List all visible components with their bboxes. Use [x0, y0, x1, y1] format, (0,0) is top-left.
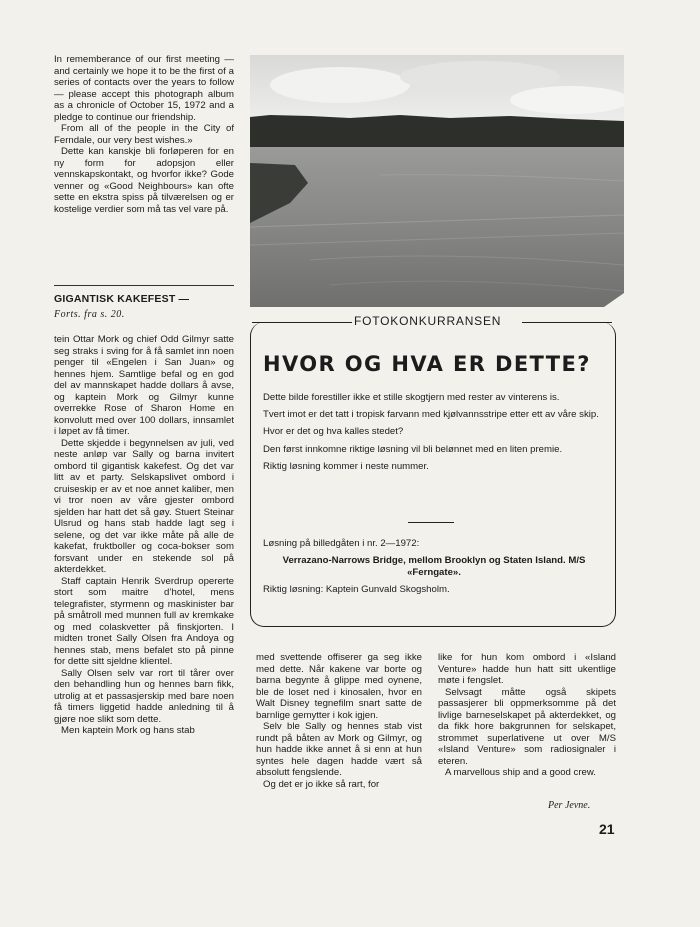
paragraph: Selvsagt måtte også skipets passasjerer bli oppmerksomme på det livlige barneselskapet på akterdekket, og da fikk hore bakgrunnen for selskapet, strommet superlativene ut over M/S «Island Venture» som radiosignaler i eteren.: [438, 686, 616, 767]
article-column-3: [438, 652, 616, 779]
short-divider: [408, 522, 454, 523]
paragraph: A marvellous ship and a good crew.: [445, 767, 596, 778]
paragraph: Riktig løsning kommer i neste nummer.: [263, 460, 429, 472]
article-heading: GIGANTISK KAKEFEST —: [54, 293, 190, 305]
paragraph: In rememberance of our first meeting — and certainly we hope it to be the first of a series of contacts over the years to follow — please accept this photograph album as a chronicle of October 15, 1972 and a pledge to continue our friendship.: [54, 54, 234, 123]
contest-question: HVOR OG HVA ER DETTE?: [263, 352, 591, 376]
paragraph: like for hun kom ombord i «Island Venture» hadde hun hatt sitt ukentlige møte i fengslet.: [438, 652, 616, 686]
author-byline: Per Jevne.: [548, 800, 591, 811]
solution-answer: Verrazano-Narrows Bridge, mellom Brooklyn og Staten Island. M/S «Ferngate».: [282, 555, 586, 578]
paragraph: tein Ottar Mork og chief Odd Gilmyr satte seg straks i sving for å få samlet inn noen penger til «Engelen i San Juan» og hennes hjem. Samtlige befal og en god del av mannskapet hadde dollars å avse, og kaptein Mork og Gilmyr kunne overrekke Rose of Sharon Home en konvolutt med over 100 dollars, innsamlet i løpet av få timer.: [54, 334, 234, 437]
page-number: 21: [599, 821, 615, 837]
paragraph: From all of the people in the City of Ferndale, our very best wishes.»: [54, 123, 234, 146]
intro-column: [54, 54, 234, 215]
paragraph: med svettende offiserer ga seg ikke med dette. Når kakene var borte og barna begynte å glippe med oynene, ble de loset ned i kinosalen, hvor en Walt Disney tegnefilm snart satte de barnlige gemytter i kok igjen.: [256, 652, 422, 721]
paragraph: Selv ble Sally og hennes stab vist rundt på båten av Mork og Gilmyr, og hun hadde ikke annet å si enn at hun syntes hele dagen hadde vært så absolutt fengslende.: [256, 721, 422, 778]
previous-solution: [263, 538, 605, 601]
solution-intro: Løsning på billedgåten i nr. 2—1972:: [263, 538, 420, 549]
paragraph: Tvert imot er det tatt i tropisk farvann med kjølvannsstripe etter ett av våre skip.: [263, 409, 599, 421]
paragraph: Dette skjedde i begynnelsen av juli, ved neste anløp var Sally og barna invitert ombord til gigantisk kakefest. Og det var litt av et party. Selskapslivet ombord i cruiseskip er av et noe annet kaliber, men vi tror noen av våre gjester ombord sjelden har hatt det så gøy. Stuert Steinar Ulsrud og hans stab hadde lagt seg i selene, og det var ikke måte på alle de kakefat, fruktboller og coca-bokser som forsvant under en stekende sol på akterdekket.: [54, 437, 234, 575]
paragraph: Hvor er det og hva kalles stedet?: [263, 426, 404, 438]
article-column-1: [54, 334, 234, 737]
contest-photo: [250, 55, 624, 307]
water-landscape-image: [250, 55, 624, 307]
paragraph: Den først innkomne riktige løsning vil bli belønnet med en liten premie.: [263, 443, 563, 455]
paragraph: Dette bilde forestiller ikke et stille skogtjern med rester av vinterens is.: [263, 392, 560, 403]
continuation-note: Forts. fra s. 20.: [54, 309, 125, 320]
contest-text: [263, 392, 605, 478]
article-column-2: [256, 652, 422, 790]
paragraph: Dette kan kanskje bli forløperen for en ny form for adopsjon eller vennskapskontakt, og hvorfor ikke? Gode venner og «Good Neighbours» kan ofte sette en ekstra spiss på tilværelsen og er kostelige verdier som må tas vel vare på.: [54, 146, 234, 215]
paragraph: Sally Olsen selv var rort til tårer over den behandling hun og hennes barn fikk, utrolig at et passasjerskip med bare noen få timers liggetid hadde anledning til å gjøre noe slikt som dette.: [54, 667, 234, 725]
contest-title: FOTOKONKURRANSEN: [354, 314, 502, 328]
winner-line: Riktig løsning: Kaptein Gunvald Skogsholm.: [263, 584, 450, 595]
paragraph: Og det er jo ikke så rart, for: [263, 778, 380, 790]
paragraph: Staff captain Henrik Sverdrup opererte stort som maitre d’hotel, mens telegrafister, styrmenn og maskinister bar på småtroll med munnen full av kremkake og med colaskvetter på finskjorten. I midten tronet Sally Olsen fra Andoya og hennes stab, mens befalet sto på pinne for dette sitt sjeldne klientel.: [54, 575, 234, 667]
paragraph: Men kaptein Mork og hans stab: [61, 725, 195, 736]
section-divider: [54, 285, 234, 286]
